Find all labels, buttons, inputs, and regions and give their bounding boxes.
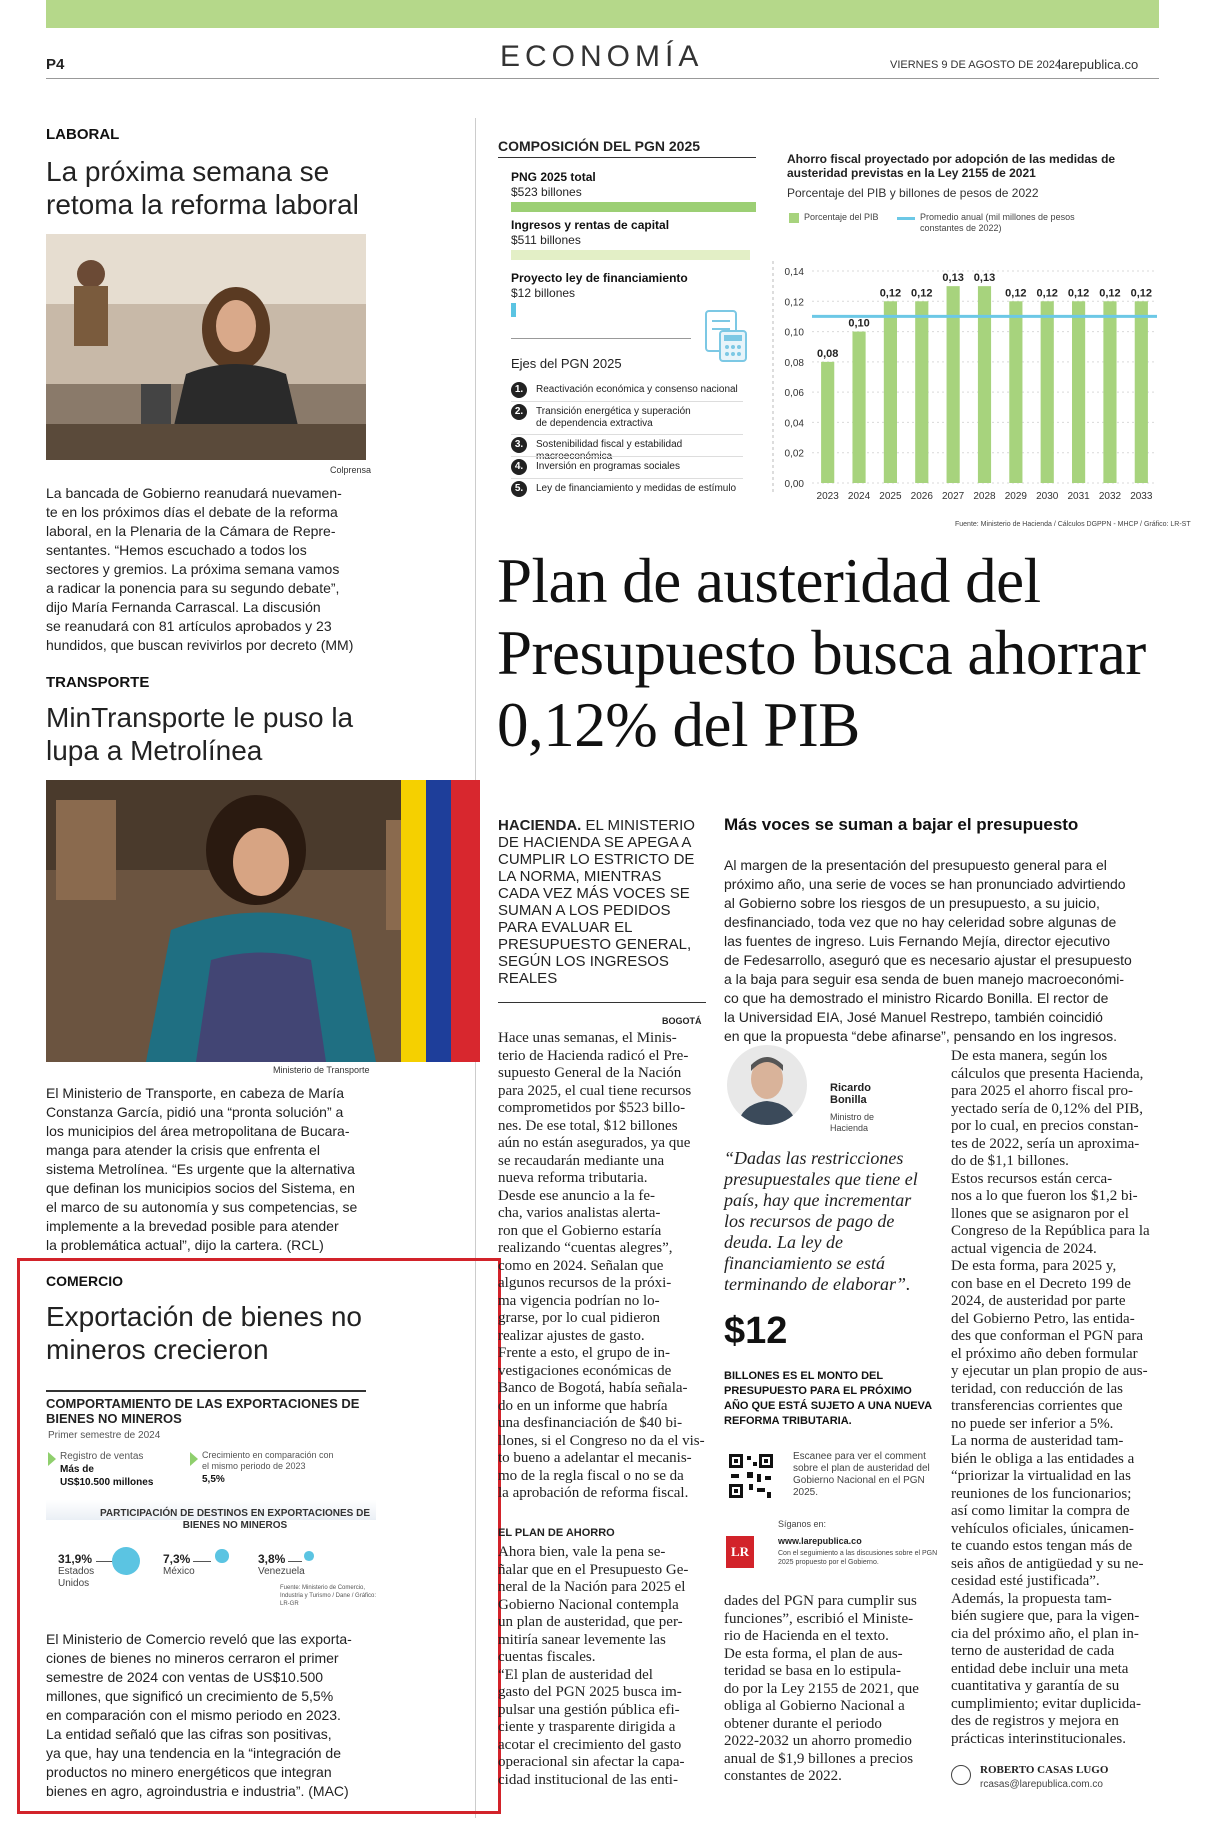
page-number: P4 (46, 56, 65, 73)
scan-text: Escanee para ver el comment sobre el plan de austeridad del Gobierno Nacional en el PGN 2025. (793, 1451, 930, 1498)
destination-name: Estados Unidos (58, 1566, 95, 1589)
intro-body: Al margen de la presentación del presupuesto general para el próximo año, una serie de voces se han pronunciado advirtiendo al Gobierno sobre los riesgos de un presupuesto, a su juicio, desfinanciado, toda vez que no hay celeridad sobre algunas de las fuentes de ingreso. Luis Fernando Mejía, director ejecutivo de Fedesarrollo, aseguró que es necesario ajustar el presupuesto a la baja para seguir esa senda de buen manejo macroeconómi- co que ha demostrado el ministro Ricardo Bonilla. El rector de la Universidad EIA, José Manuel Restrepo, también coincidió en que la propuesta “debe afinarse”, pensando en los ingresos. (724, 857, 1132, 1044)
arrow-icon (190, 1452, 198, 1466)
x-tick-label: 2032 (1098, 491, 1122, 502)
y-tick-label: 0,00 (784, 479, 804, 490)
x-tick-label: 2028 (973, 491, 996, 502)
destination-leader (193, 1561, 211, 1562)
savings-bar-chart (770, 255, 1165, 515)
destination-leader (288, 1561, 302, 1562)
x-tick-label: 2025 (879, 491, 902, 502)
y-tick-label: 0,14 (784, 267, 804, 278)
pgn-bar (511, 250, 750, 260)
bar (915, 301, 928, 483)
article-column-2: dades del PGN para cumplir sus funciones”, escribió el Ministe- rio de Hacienda en el texto. De esta forma, el plan de aus- teridad se basa en lo estipula- do por la Ley 2155 de 2021, que obliga al Gobierno Nacional a obtener durante el periodo 2022-2032 un ahorro promedio anual de $1,9 billones a precios constantes de 2022. (724, 1593, 919, 1784)
destination-bubble (112, 1547, 140, 1575)
follow-description: Con el seguimiento a las discusiones sobre el PGN 2025 propuesto por el Gobierno. (778, 1550, 938, 1566)
x-tick-label: 2030 (1036, 491, 1059, 502)
lead-paragraph: HACIENDA. EL MINISTERIO DE HACIENDA SE APEGA A CUMPLIR LO ESTRICTO DE LA NORMA, MIENTRAS CADA VEZ MÁS VOCES SE SUMAN A LOS PEDIDOS PARA EVALUAR EL PRESUPUESTO GENERAL, SEGÚN LOS INGRESOS REALES (498, 817, 695, 987)
column-rule (498, 1002, 706, 1003)
x-tick-label: 2023 (816, 491, 839, 502)
data-label: 0,10 (848, 317, 870, 330)
chart-subtitle: Porcentaje del PIB y billones de pesos de 2022 (787, 186, 1039, 200)
laboral-photo (46, 234, 366, 460)
y-tick-label: 0,10 (784, 327, 804, 339)
data-label: 0,12 (1099, 287, 1121, 300)
transporte-kicker: TRANSPORTE (46, 674, 150, 691)
laboral-body: La bancada de Gobierno reanudará nuevamen- te en los próximos días el debate de la reforma laboral, en la Plenaria de la Cámara de Repre- sentantes. “Hemos escuchado a todos los sectores y gremios. La próxima semana vamos a radicar la ponencia para su segundo debate”, dijo María Fernanda Carrascal. La discusión se reanudará con 81 artículos aprobados y 23 hundidos, que buscan revivirlos por decreto (MM) (46, 485, 354, 653)
data-label: 0,08 (816, 347, 839, 360)
destination-pct: 3,8% (258, 1552, 286, 1566)
comercio-kicker: COMERCIO (46, 1273, 123, 1289)
article-column-1: Hace unas semanas, el Minis- terio de Hacienda radicó el Pre- supuesto General de la Nación para 2025, el cual tiene recursos comprometidos por $523 billo- nes. De ese total, $12 billones aún no están asegurados, ya que se recaudarán mediante una nueva reforma tributaria. Desde ese anuncio a la fe- cha, varios analistas alerta- ron que el Gobierno estaría realizando “cuentas alegres”, como en 2024. Señalan que algunos recursos de la próxi- ma vigencia podrían no lo- grarse, por lo cual pidieron realizar ajustes de gasto. Frente a esto, el grupo de in- vestigaciones económicas de Banco de Bogotá, había señala- do en un informe que habría una desfinanciación de $40 bi- llones, si el Congreso no da el vis- to bueno a adelantar el mecanis- mo de la regla fiscal o no se da la aprobación de reforma fiscal. (498, 1030, 705, 1501)
transporte-photo-credit: Ministerio de Transporte (273, 1065, 370, 1075)
chart-source: Fuente: Ministerio de Hacienda / Cálculos DGPPN - MHCP / Gráfico: LR-ST (955, 521, 1191, 528)
eje-text: Ley de financiamiento y medidas de estímulo (536, 483, 737, 494)
eje-text: Inversión en programas sociales (536, 461, 680, 472)
pgn-bar (511, 202, 756, 212)
legend-line: Promedio anual (mil millones de pesos constantes de 2022) (920, 212, 1075, 233)
bar (821, 362, 834, 483)
comercio-body: El Ministerio de Comercio reveló que las exporta- ciones de bienes no mineros cerraron el primer semestre de 2024 con ventas de US$10.500 millones, que significó un crecimiento de 5,5% en comparación con el mismo periodo en 2023. La entidad señaló que las cifras son positivas, ya que, hay una tendencia en la “integración de productos no minero energéticos que integran bienes en agro, agroindustria e industria”. (MAC) (46, 1631, 352, 1799)
exports-participation-title: PARTICIPACIÓN DE DESTINOS EN EXPORTACIONES DE BIENES NO MINEROS (99, 1508, 371, 1531)
follow-label: Síganos en: (778, 1519, 827, 1529)
header-site[interactable]: larepublica.co (1058, 57, 1139, 72)
bar (884, 301, 897, 483)
bar (1135, 301, 1148, 483)
laboral-kicker: LABORAL (46, 126, 120, 143)
pgn-bar-label: PNG 2025 total $523 billones (511, 170, 596, 199)
eje-number-4: 4. (511, 459, 527, 475)
x-tick-label: 2031 (1067, 491, 1090, 502)
header-divider (46, 78, 1159, 79)
pgn-kicker: COMPOSICIÓN DEL PGN 2025 (498, 138, 701, 154)
destination-pct: 7,3% (163, 1552, 191, 1566)
y-tick-label: 0,02 (784, 448, 804, 460)
data-label: 0,12 (1130, 287, 1153, 300)
eje-text: Transición energética y superación de dependencia extractiva (536, 406, 691, 429)
x-tick-label: 2024 (847, 491, 871, 502)
subhead: Más voces se suman a bajar el presupuesto (724, 815, 1079, 834)
x-tick-label: 2029 (1004, 491, 1027, 502)
legend-swatch-line (897, 217, 915, 220)
exports-infographic-title: COMPORTAMIENTO DE LAS EXPORTACIONES DE BIENES NO MINEROS (46, 1390, 366, 1426)
transporte-photo (46, 780, 480, 1062)
data-label: 0,12 (1036, 287, 1058, 300)
bar (1072, 301, 1085, 483)
data-label: 0,12 (1067, 287, 1090, 300)
pgn-bar-label: Ingresos y rentas de capital $511 billones (511, 218, 670, 247)
exports-period: Primer semestre de 2024 (48, 1430, 161, 1441)
byline-email[interactable]: rcasas@larepublica.com.co (980, 1779, 1103, 1790)
exports-stat-sales: Registro de ventas Más de US$10.500 millones (60, 1451, 154, 1488)
axes-title: Ejes del PGN 2025 (511, 356, 622, 371)
big-number-description: BILLONES ES EL MONTO DEL PRESUPUESTO PARA EL PRÓXIMO AÑO QUE ESTÁ SUJETO A UNA NUEVA REFORMA TRIBUTARIA. (724, 1370, 932, 1427)
x-tick-label: 2026 (910, 491, 933, 502)
lr-logo: LR (726, 1536, 754, 1568)
bar (1103, 301, 1116, 483)
laboral-headline: La próxima semana se retoma la reforma laboral (46, 156, 359, 220)
data-label: 0,12 (1005, 287, 1027, 300)
data-label: 0,13 (942, 272, 964, 285)
intertitle: EL PLAN DE AHORRO (498, 1527, 615, 1539)
data-label: 0,12 (911, 287, 933, 300)
big-number: $12 (724, 1310, 788, 1352)
eje-divider (511, 456, 743, 457)
destination-pct: 31,9% (58, 1552, 93, 1566)
pgn-bar (511, 303, 516, 317)
eje-number-2: 2. (511, 404, 527, 420)
destination-bubble (304, 1551, 314, 1561)
header-date: VIERNES 9 DE AGOSTO DE 2024 (890, 59, 1061, 71)
comment-icon (951, 1765, 971, 1785)
pgn-rule (498, 157, 756, 158)
eje-divider (511, 434, 743, 435)
section-title: ECONOMÍA (500, 40, 704, 73)
axes-rule (511, 338, 691, 339)
eje-number-5: 5. (511, 481, 527, 497)
top-color-bar (46, 0, 1159, 28)
destination-name: México (163, 1566, 195, 1577)
y-tick-label: 0,06 (784, 388, 804, 400)
laboral-photo-credit: Colprensa (330, 465, 372, 475)
main-headline: Plan de austeridad del Presupuesto busca ahorrar 0,12% del PIB (497, 546, 1146, 760)
legend-bar: Porcentaje del PIB (804, 212, 879, 222)
transporte-body: El Ministerio de Transporte, en cabeza de María Constanza García, pidió una “pronta solución” a los municipios del área metropolitana de Bucara- manga para atender la crisis que enfrenta el sistema Metrolínea. “Es urgente que la alternativa que definan los municipios socios del Sistema, en el marco de su autonomía y sus competencias, se implemente a la brevedad posible para atender la problemática actual”, dijo la cartera. (RCL) (46, 1085, 358, 1253)
bar (852, 332, 865, 483)
y-tick-label: 0,08 (784, 357, 804, 369)
legend-swatch-bar (789, 213, 799, 223)
bar (1041, 301, 1054, 483)
eje-number-1: 1. (511, 382, 527, 398)
calculator-document-icon (696, 307, 752, 363)
exports-stat-growth: Crecimiento en comparación con el mismo periodo de 2023 5,5% (202, 1450, 334, 1485)
transporte-headline: MinTransporte le puso la lupa a Metrolínea (46, 702, 354, 766)
y-tick-label: 0,04 (784, 418, 804, 430)
byline-name: ROBERTO CASAS LUGO (980, 1764, 1109, 1776)
comercio-headline: Exportación de bienes no mineros crecieron (46, 1301, 362, 1365)
exports-source: Fuente: Ministerio de Comercio, Industria y Turismo / Dane / Gráfico: LR-GR (280, 1585, 377, 1607)
eje-text: Sostenibilidad fiscal y estabilidad (536, 439, 683, 450)
eje-text: Reactivación económica y consenso nacional (536, 384, 738, 395)
article-column-3: De esta manera, según los cálculos que presenta Hacienda, para 2025 el ahorro fiscal pro- yectado sería de 0,12% del PIB, por lo cual, en precios constan- tes de 2022, sería un aproxima- do de $1,1 billones. Estos recursos están cerca- nos a lo que fueron los $1,2 bi- llones que se asignaron por el Congreso de la República para la actual vigencia de 2024. De esta forma, para 2025 y, con base en el Decreto 199 de 2024, de austeridad por parte del Gobierno Petro, las entida- des que conforman el PGN para el próximo año deben formular y ejecutar un plan propio de aus- teridad, con reducción de las transferencias corrientes que no puede ser inferior a 5%. La norma de austeridad tam- bién le obliga a las entidades a “priorizar la virtualidad en las reuniones de los funcionarios; así como limitar la compra de vehículos oficiales, únicamen- te cuando estos tengan más de seis años de antigüedad y su ne- cesidad esté justificada”. Además, la propuesta tam- bién sugiere que, para la vigen- cia del próximo año, el plan in- terno de austeridad de cada entidad debe incluir una meta cuantitativa y garantía de su cumplimiento; evitar duplicida- des de registros y mejora en prácticas interinstitucionales. (951, 1048, 1150, 1747)
qr-code-icon[interactable] (727, 1452, 775, 1500)
x-tick-label: 2033 (1130, 491, 1153, 502)
article-column-1b: Ahora bien, vale la pena se- ñalar que en el Presupuesto Ge- neral de la Nación para 2025 el Gobierno Nacional contempla un plan de austeridad, que per- mitiría sanear levemente las cuentas fiscales. “El plan de austeridad del gasto del PGN 2025 busca im- pulsar una gestión pública efi- ciente y trasparente dirigida a acotar el crecimiento del gasto operacional sin afectar la capa- cidad institucional de las enti- (498, 1544, 689, 1788)
eje-number-3: 3. (511, 437, 527, 453)
source-name: Ricardo Bonilla (830, 1082, 871, 1106)
follow-site-link[interactable]: www.larepublica.co (778, 1536, 862, 1546)
eje-divider (511, 478, 743, 479)
data-label: 0,12 (879, 287, 902, 300)
source-photo (727, 1045, 807, 1125)
pull-quote: “Dadas las restricciones presupuestales que tiene el país, hay que incrementar los recursos de pago de deuda. La ley de financiamiento se está terminando de elaborar”. (724, 1148, 918, 1294)
eje-divider (511, 401, 743, 402)
y-tick-label: 0,12 (784, 297, 804, 309)
bar (1009, 301, 1022, 483)
dateline: BOGOTÁ (662, 1016, 702, 1026)
chart-title: Ahorro fiscal proyectado por adopción de las medidas de austeridad previstas en la Ley 2155 de 2021 (787, 152, 1116, 180)
source-role: Ministro de Hacienda (830, 1112, 875, 1133)
x-tick-label: 2027 (942, 491, 965, 502)
arrow-icon (48, 1452, 56, 1466)
pgn-bar-label: Proyecto ley de financiamiento $12 billones (511, 271, 688, 300)
data-label: 0,13 (973, 272, 996, 285)
destination-name: Venezuela (258, 1566, 305, 1577)
destination-bubble (215, 1549, 228, 1562)
